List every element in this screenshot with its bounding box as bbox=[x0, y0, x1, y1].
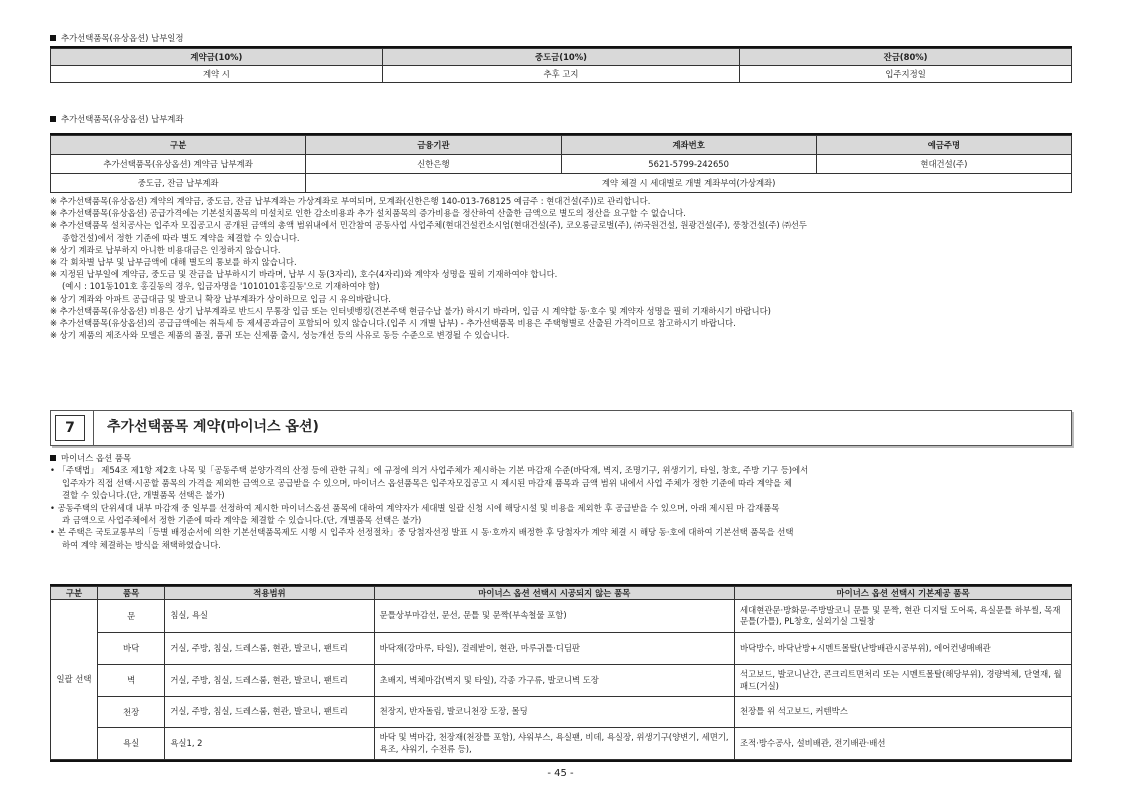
table-header-row bbox=[51, 49, 1072, 66]
section-title: 추가선택품목 계약(마이너스 옵션) bbox=[107, 419, 319, 435]
table-header: 금융기관 bbox=[306, 136, 561, 155]
note-line: ※ 지정된 납부일에 계약금, 중도금 및 잔금을 납부하시기 바라며, 납부 시 동(3자리), 호수(4자리)와 계약자 성명을 필히 기재하여야 합니다. bbox=[50, 269, 558, 280]
paragraph-line: 입주자가 직접 선택·시공할 품목의 가격을 제외한 금액으로 공급받을 수 있으며, 마이너스 옵션품목은 입주자모집공고 시 제시된 마감재 품목과 금액 범위 내에서 사업 주체가 정한 기준에 따라 계약을 체 bbox=[62, 477, 792, 488]
table-cell: 현대건설(주) bbox=[816, 155, 1071, 174]
note-line: ※ 각 회차별 납부 및 납부금액에 대해 별도의 통보를 하지 않습니다. bbox=[50, 256, 297, 267]
table-header-row bbox=[51, 136, 1072, 155]
table-cell: 계약 시 bbox=[51, 66, 383, 83]
provided-cell: 세대현관문·방화문·주방발코니 문틀 및 문짝, 현관 디지털 도어록, 욕실문틀 하부씰, 목재문틀(가틀), PL창호, 실외기실 그릴창 bbox=[735, 600, 1072, 633]
bullet-square-icon bbox=[50, 455, 56, 461]
table-row bbox=[51, 728, 1072, 760]
page-number: - 45 - bbox=[547, 768, 574, 779]
excluded-cell: 바닥 및 벽마감, 천장재(천장틀 포함), 샤워부스, 욕실팬, 비데, 욕실장, 위생기구(양변기, 세면기, 욕조, 샤워기, 수전류 등), bbox=[374, 728, 734, 760]
item-cell: 벽 bbox=[97, 665, 164, 697]
table-header-row bbox=[51, 587, 1072, 600]
item-cell: 바닥 bbox=[97, 633, 164, 665]
note-line: ※ 상기 제품의 제조사와 모델은 제품의 품질, 품귀 또는 신제품 출시, 성능개선 등의 사유로 동등 수준으로 변경될 수 있습니다. bbox=[50, 330, 510, 341]
group-cell: 일괄 선택 bbox=[51, 600, 98, 760]
table-header: 적용범위 bbox=[165, 587, 374, 600]
scope-cell: 거실, 주방, 침실, 드레스룸, 현관, 발코니, 팬트리 bbox=[165, 665, 374, 697]
note-line: ※ 추가선택품목(유상옵션)의 공급금액에는 취득세 등 제세공과금이 포함되어 있지 않습니다.(입주 시 개별 납부) - 추가선택품목 비용은 주택형별로 산출된 가격이므로 참고하시기 바랍니다. bbox=[50, 317, 736, 328]
item-cell: 욕실 bbox=[97, 728, 164, 760]
notes-list bbox=[50, 196, 1080, 342]
paragraph-line: • 공동주택의 단위세대 내부 마감재 중 일부를 선정하여 제시한 마이너스옵션 품목에 대하여 계약자가 세대별 일괄 신청 시에 해당시설 및 비용을 제외한 후 공급받을 수 있으며, 아래 제시된 마 감재품목 bbox=[50, 502, 780, 513]
table-header: 구분 bbox=[51, 587, 98, 600]
table-header: 잔금(80%) bbox=[740, 49, 1072, 66]
item-cell: 문 bbox=[97, 600, 164, 633]
section-title-box bbox=[50, 410, 1072, 446]
table-row bbox=[51, 174, 1072, 193]
paragraph-line: 과 금액으로 사업주체에서 정한 기준에 따라 계약을 체결할 수 있습니다.(단, 개별품목 선택은 불가) bbox=[62, 514, 422, 525]
table-header: 계좌번호 bbox=[561, 136, 816, 155]
scope-cell: 거실, 주방, 침실, 드레스룸, 현관, 발코니, 팬트리 bbox=[165, 697, 374, 728]
note-line: ※ 상기 계좌와 아파트 공급대금 및 발코니 확장 납부계좌가 상이하므로 입금 시 유의바랍니다. bbox=[50, 293, 391, 304]
scope-cell: 욕실1, 2 bbox=[165, 728, 374, 760]
paragraph-line: 결할 수 있습니다.(단, 개별품목 선택은 불가) bbox=[62, 490, 225, 501]
note-line: ※ 추가선택품목(유상옵션) 비용은 상기 납부계좌로 반드시 무통장 입금 또는 인터넷뱅킹(견본주택 현금수납 불가) 하시기 바라며, 입금 시 계약할 동·호수 및 계약자 성명을 필히 기재하시기 바랍니다) bbox=[50, 305, 771, 316]
table-row bbox=[51, 155, 1072, 174]
table-cell: 입주지정일 bbox=[740, 66, 1072, 83]
note-line: ※ 상기 계좌로 납부하지 아니한 비용대금은 인정하지 않습니다. bbox=[50, 244, 281, 255]
minus-option-table bbox=[50, 584, 1072, 762]
table-header: 마이너스 옵션 선택시 시공되지 않는 품목 bbox=[374, 587, 734, 600]
paragraph-line: 하여 계약 체결하는 방식을 채택하였습니다. bbox=[62, 539, 221, 550]
paragraph-line: • 본 주택은 국토교통부의「등별 배정순서에 의한 기본선택품목제도 시행 시 입주자 선정절차」중 당첨자선정 발표 시 동·호까지 배정한 후 당첨자가 계약 체결 시 해당 동·호에 대하여 기본선택 품목을 선택 bbox=[50, 527, 794, 538]
table-row bbox=[51, 600, 1072, 633]
table-row bbox=[51, 66, 1072, 83]
table-cell: 계약 체결 시 세대별로 개별 계좌부여(가상계좌) bbox=[306, 174, 1072, 193]
table-cell: 추후 고지 bbox=[382, 66, 739, 83]
section-number: 7 bbox=[55, 415, 85, 441]
excluded-cell: 문틀상부마감선, 문선, 문틀 및 문짝(부속철물 포함) bbox=[374, 600, 734, 633]
account-number: 5621-5799-242650 bbox=[561, 155, 816, 174]
excluded-cell: 초배지, 벽체마감(벽지 및 타일), 각종 가구류, 발코니벽 도장 bbox=[374, 665, 734, 697]
scope-cell: 침실, 욕실 bbox=[165, 600, 374, 633]
bullet-square-icon bbox=[50, 35, 56, 41]
table-header: 계약금(10%) bbox=[51, 49, 383, 66]
provided-cell: 천장틀 위 석고보드, 커텐박스 bbox=[735, 697, 1072, 728]
excluded-cell: 천장지, 반자돌림, 발코니천장 도장, 몰딩 bbox=[374, 697, 734, 728]
table-row bbox=[51, 665, 1072, 697]
provided-cell: 석고보드, 발코니난간, 콘크리트면처리 또는 시멘트몰탈(해당부위), 경량벽체, 단열재, 월패드(거실) bbox=[735, 665, 1072, 697]
paragraph-line: • 「주택법」 제54조 제1항 제2호 나목 및「공동주택 분양가격의 산정 등에 관한 규칙」에 규정에 의거 사업주체가 제시하는 기본 마감재 수준(바닥재, 벽지, 조명기구, 위생기기, 타일, 창호, 주방 기구 등)에서 bbox=[50, 465, 809, 476]
table-header: 구분 bbox=[51, 136, 306, 155]
table-header: 예금주명 bbox=[816, 136, 1071, 155]
excluded-cell: 바닥재(강마루, 타일), 걸레받이, 현관, 마루귀틀·디딤판 bbox=[374, 633, 734, 665]
payment-schedule-table bbox=[50, 46, 1072, 83]
note-line: 종합건설)에서 정한 기준에 따라 별도 계약을 체결할 수 있습니다. bbox=[62, 232, 300, 243]
minus-heading: 마이너스 옵션 품목 bbox=[50, 453, 1080, 465]
payment-account-table bbox=[50, 133, 1072, 193]
divider bbox=[93, 411, 94, 445]
item-cell: 천장 bbox=[97, 697, 164, 728]
minus-option-description bbox=[50, 453, 1080, 552]
account-heading: 추가선택품목(유상옵션) 납부계좌 bbox=[50, 114, 183, 125]
bullet-square-icon bbox=[50, 116, 56, 122]
note-line: ※ 추가선택품목(유상옵션) 계약의 계약금, 중도금, 잔금 납부계좌는 가상계좌로 부여되며, 모계좌(신한은행 140-013-768125 예금주 : 현대건설(주))로 관리합니다. bbox=[50, 196, 651, 206]
provided-cell: 조적·방수공사, 설비배관, 전기배관·배선 bbox=[735, 728, 1072, 760]
note-line: ※ 추가선택품목 설치공사는 입주자 모집공고시 공개된 금액의 총액 범위내에서 민간참여 공동사업 사업주체(현대건설컨소시엄(현대건설(주), 코오롱글로벌(주), ㈜국원건설, 원광건설(주), 풍창건설(주) ㈜선두 bbox=[50, 220, 807, 231]
table-header: 마이너스 옵션 선택시 기본제공 품목 bbox=[735, 587, 1072, 600]
note-line: ※ 추가선택품목(유상옵션) 공급가격에는 기본설치품목의 미설치로 인한 감소비용과 추가 설치품목의 증가비용을 정산하여 산출한 금액으로 별도의 정산을 요구할 수 없습니다. bbox=[50, 208, 686, 219]
table-header: 품목 bbox=[97, 587, 164, 600]
table-row bbox=[51, 697, 1072, 728]
schedule-heading: 추가선택품목(유상옵션) 납부일정 bbox=[50, 33, 183, 44]
table-header: 중도금(10%) bbox=[382, 49, 739, 66]
table-cell: 중도금, 잔금 납부계좌 bbox=[51, 174, 306, 193]
note-line: (예시 : 101동101호 홍길동의 경우, 입금자명을 '1010101홍길동'으로 기재하여야 함) bbox=[62, 281, 380, 292]
table-row bbox=[51, 633, 1072, 665]
table-cell: 추가선택품목(유상옵션) 계약금 납부계좌 bbox=[51, 155, 306, 174]
provided-cell: 바닥방수, 바닥난방+시멘트몰탈(난방배관시공부위), 에어컨냉매배관 bbox=[735, 633, 1072, 665]
table-cell: 신한은행 bbox=[306, 155, 561, 174]
scope-cell: 거실, 주방, 침실, 드레스룸, 현관, 발코니, 팬트리 bbox=[165, 633, 374, 665]
